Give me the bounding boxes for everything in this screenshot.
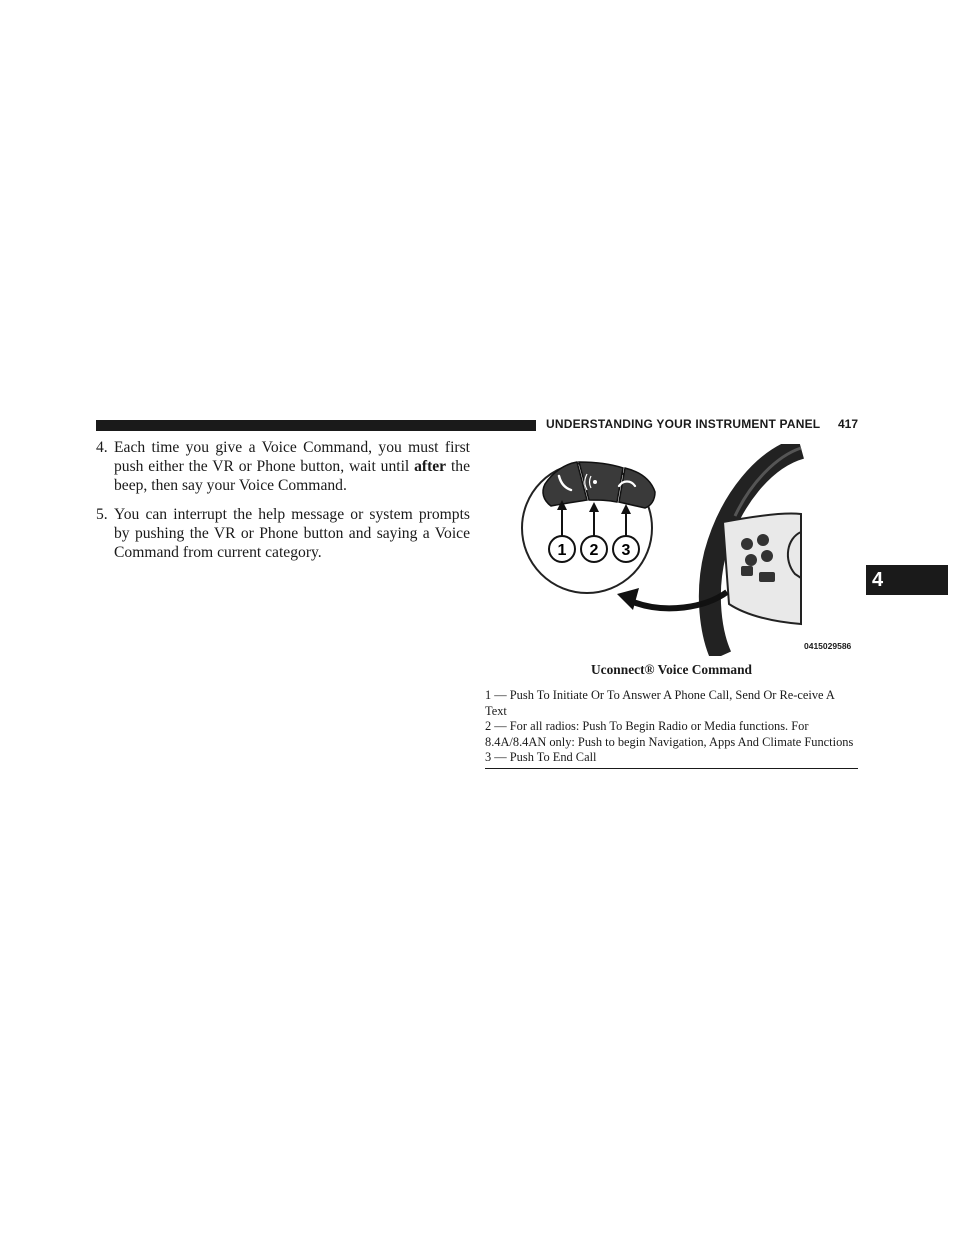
- step-number: 4.: [96, 439, 108, 456]
- step-text-part: Each time you give a Voice Command, you must first push either the VR or Phone button, wait until: [114, 439, 470, 476]
- step-number: 5.: [96, 505, 108, 523]
- legend-item: 3 — Push To End Call: [485, 750, 597, 765]
- spoke-button: [741, 538, 753, 550]
- steering-wheel-spoke: [723, 513, 801, 624]
- instruction-list: [96, 438, 470, 571]
- list-item: [96, 438, 470, 496]
- spoke-button: [761, 550, 773, 562]
- arrow-head: [617, 588, 639, 610]
- list-item: [96, 505, 470, 563]
- callout-label: 3: [621, 542, 631, 559]
- figure-legend: [485, 688, 858, 769]
- legend-item: 2 — For all radios: Push To Begin Radio or Media functions. For 8.4A/8.4AN only: Push to begin Navigation, Apps And Climate Functions: [485, 719, 854, 749]
- page-number: 417: [838, 417, 859, 431]
- chapter-tab[interactable]: 4: [866, 565, 948, 595]
- figure-code: 0415029586: [804, 641, 852, 651]
- emphasis-text: after: [414, 458, 447, 476]
- step-text: [114, 438, 470, 496]
- spoke-button: [759, 572, 775, 582]
- step-text: You can interrupt the help message or system prompts by pushing the VR or Phone button and saying a Voice Command from current category.: [114, 505, 470, 562]
- spoke-button: [741, 566, 753, 576]
- header-rule: [96, 420, 536, 431]
- step-text-part: the beep, then say your Voice Command.: [114, 458, 470, 495]
- spoke-button: [745, 554, 757, 566]
- running-header: UNDERSTANDING YOUR INSTRUMENT PANEL: [546, 417, 821, 431]
- callout-label: 2: [589, 542, 599, 559]
- callout-label: 1: [557, 542, 567, 559]
- figure-caption: Uconnect® Voice Command: [590, 662, 752, 677]
- spoke-button: [757, 534, 769, 546]
- legend-item: 1 — Push To Initiate Or To Answer A Phone Call, Send Or Re-ceive A Text: [485, 688, 835, 718]
- steering-wheel-illustration: [515, 444, 858, 656]
